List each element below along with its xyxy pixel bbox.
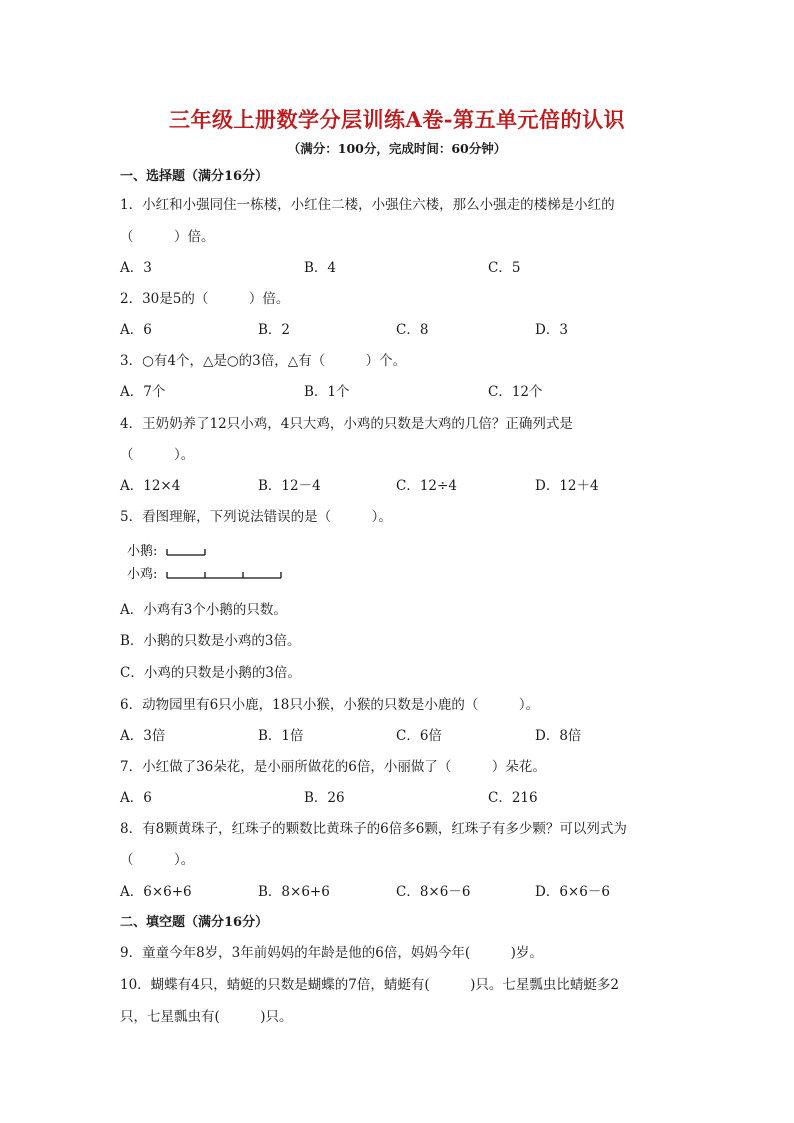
question-5-option-a: A．小鸡有3个小鹅的只数。 (120, 602, 287, 618)
question-4-option-b: B．12－4 (258, 478, 321, 494)
question-3-option-c: C．12个 (488, 384, 543, 400)
question-7-text: 7．小红做了36朵花，是小丽所做花的6倍，小丽做了（ ）朵花。 (120, 759, 546, 775)
question-4-text: 4．王奶奶养了12只小鸡，4只大鸡，小鸡的只数是大鸡的几倍？正确列式是 (120, 416, 573, 432)
question-10-text: 10．蝴蝶有4只，蜻蜓的只数是蝴蝶的7倍，蜻蜓有( )只。七星瓢虫比蜻蜓多2 (120, 977, 619, 993)
diagram-goose-label: 小鹅: (127, 544, 158, 559)
diagram-chick-segment (166, 569, 286, 583)
question-8-text: 8．有8颗黄珠子，红珠子的颗数比黄珠子的6倍多6颗，红珠子有多少颗？可以列式为 (120, 821, 627, 837)
question-4-option-d: D．12＋4 (535, 478, 599, 494)
question-4-text-cont: （ ）。 (120, 447, 195, 463)
question-2-option-b: B．2 (258, 322, 291, 338)
question-6-option-a: A．3倍 (120, 728, 166, 744)
question-1-text-cont: （ ）倍。 (120, 229, 215, 245)
question-6-option-d: D．8倍 (535, 728, 582, 744)
diagram-chick-label: 小鸡: (127, 567, 158, 582)
question-5-text: 5．看图理解，下列说法错误的是（ ）。 (120, 509, 392, 525)
section-heading-choice: 一、选择题（满分16分） (120, 169, 269, 184)
question-6-text: 6．动物园里有6只小鹿，18只小猴，小猴的只数是小鹿的（ ）。 (120, 697, 540, 713)
question-7-option-b: B．26 (304, 790, 345, 806)
question-5-option-b: B．小鹅的只数是小鸡的3倍。 (120, 633, 301, 649)
question-8-option-a: A．6×6+6 (120, 884, 192, 900)
question-8-option-c: C．8×6－6 (396, 884, 471, 900)
question-4-option-c: C．12÷4 (396, 478, 457, 494)
question-8-text-cont: （ ）。 (120, 852, 195, 868)
question-3-text: 3．○有4个，△是○的3倍，△有（ ）个。 (120, 353, 407, 369)
question-1-option-c: C．5 (488, 260, 521, 276)
question-2-option-c: C．8 (396, 322, 429, 338)
question-10-text-cont: 只，七星瓢虫有( )只。 (120, 1009, 293, 1025)
question-3-option-a: A．7个 (120, 384, 166, 400)
question-5-option-c: C．小鸡的只数是小鹅的3倍。 (120, 665, 301, 681)
question-2-option-a: A．6 (120, 322, 152, 338)
page-title: 三年级上册数学分层训练A卷-第五单元倍的认识 (168, 107, 625, 132)
question-1-option-a: A．3 (120, 260, 152, 276)
question-8-option-d: D．6×6－6 (535, 884, 610, 900)
question-3-option-b: B．1个 (304, 384, 350, 400)
question-1-text: 1．小红和小强同住一栋楼，小红住二楼，小强住六楼，那么小强走的楼梯是小红的 (120, 197, 615, 213)
question-7-option-a: A．6 (120, 790, 152, 806)
question-2-option-d: D．3 (535, 322, 568, 338)
question-4-option-a: A．12×4 (120, 478, 181, 494)
section-heading-fill: 二、填空题（满分16分） (120, 915, 269, 930)
question-7-option-c: C．216 (488, 790, 538, 806)
diagram-goose-segment (166, 546, 286, 560)
question-1-option-b: B．4 (304, 260, 337, 276)
question-6-option-c: C．6倍 (396, 728, 442, 744)
page-subtitle: （满分：100分，完成时间：60分钟） (287, 141, 507, 156)
question-9-text: 9．童童今年8岁，3年前妈妈的年龄是他的6倍，妈妈今年( )岁。 (120, 945, 543, 961)
question-6-option-b: B．1倍 (258, 728, 304, 744)
question-8-option-b: B．8×6+6 (258, 884, 330, 900)
question-2-text: 2．30是5的（ ）倍。 (120, 291, 290, 307)
